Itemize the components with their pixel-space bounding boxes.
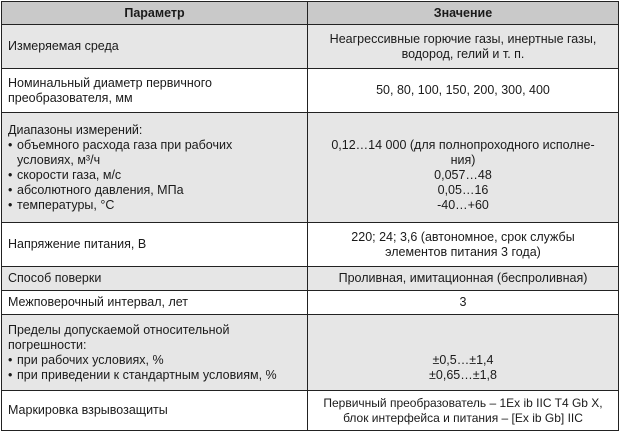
value-line <box>314 323 612 338</box>
value-line: водород, гелий и т. п. <box>401 46 525 61</box>
value-line: ния) <box>450 152 476 167</box>
value-line: Неагрессивные горючие газы, инертные газы, <box>329 31 597 46</box>
value-line: Первичный преобразователь – 1Ex ib IIC T4 Gb X, <box>323 395 603 410</box>
value-line: ±0,5…±1,4 <box>432 352 494 367</box>
param-line: Диапазоны измерений: <box>8 122 143 137</box>
param-cell: Способ поверки <box>2 267 308 291</box>
specifications-table <box>1 1 619 431</box>
param-cell: Межповерочный интервал, лет <box>2 291 308 315</box>
param-line: Пределы допускаемой относительной <box>8 322 230 337</box>
param-bullet-line: • при рабочих условиях, % <box>8 352 164 367</box>
value-line: -40…+60 <box>437 197 489 212</box>
value-cell <box>308 391 619 431</box>
value-line: элементов питания 3 года) <box>385 244 541 259</box>
value-line: блок интерфейса и питания – [Ex ib Gb] IIC <box>343 410 583 425</box>
bullet-icon: • <box>8 167 13 182</box>
table-row <box>2 267 619 291</box>
bullet-icon: • <box>8 352 13 367</box>
table-row <box>2 223 619 267</box>
param-line: погрешности: <box>8 337 87 352</box>
param-cell <box>2 113 308 223</box>
param-line: Номинальный диаметр первичного <box>8 75 212 90</box>
value-line <box>314 123 612 138</box>
table-row <box>2 391 619 431</box>
param-cell <box>2 69 308 113</box>
table-row <box>2 69 619 113</box>
value-column-header: Значение <box>308 2 619 25</box>
value-cell <box>308 315 619 391</box>
value-line: ±0,65…±1,8 <box>429 367 497 382</box>
header-row <box>2 2 619 25</box>
param-bullet-line: • абсолютного давления, МПа <box>8 182 184 197</box>
param-bullet-line: • при приведении к стандартным условиям, % <box>8 367 277 382</box>
param-cell: Маркировка взрывозащиты <box>2 391 308 431</box>
bullet-icon: • <box>8 137 13 152</box>
value-cell: 3 <box>308 291 619 315</box>
value-line: 220; 24; 3,6 (автономное, срок службы <box>351 229 575 244</box>
param-bullet-line: • температуры, °С <box>8 197 115 212</box>
param-line: преобразователя, мм <box>8 90 133 105</box>
value-cell: Проливная, имитационная (беспроливная) <box>308 267 619 291</box>
value-cell <box>308 25 619 69</box>
bullet-icon: • <box>8 197 13 212</box>
table-row <box>2 113 619 223</box>
table-row <box>2 291 619 315</box>
value-line <box>314 338 612 353</box>
param-line: условиях, м³/ч <box>17 152 101 167</box>
param-cell <box>2 315 308 391</box>
param-bullet-line: • объемного расхода газа при рабочих <box>8 137 233 152</box>
value-line: 0,05…16 <box>437 182 489 197</box>
bullet-icon: • <box>8 367 13 382</box>
value-cell <box>308 223 619 267</box>
param-bullet-line: • скорости газа, м/с <box>8 167 122 182</box>
param-cell: Напряжение питания, В <box>2 223 308 267</box>
value-line: 0,12…14 000 (для полнопроходного исполне- <box>331 137 595 152</box>
value-line: 0,057…48 <box>434 167 492 182</box>
param-cell: Измеряемая среда <box>2 25 308 69</box>
table-row <box>2 315 619 391</box>
bullet-icon: • <box>8 182 13 197</box>
param-column-header: Параметр <box>2 2 308 25</box>
value-cell <box>308 113 619 223</box>
table-row <box>2 25 619 69</box>
value-cell: 50, 80, 100, 150, 200, 300, 400 <box>308 69 619 113</box>
